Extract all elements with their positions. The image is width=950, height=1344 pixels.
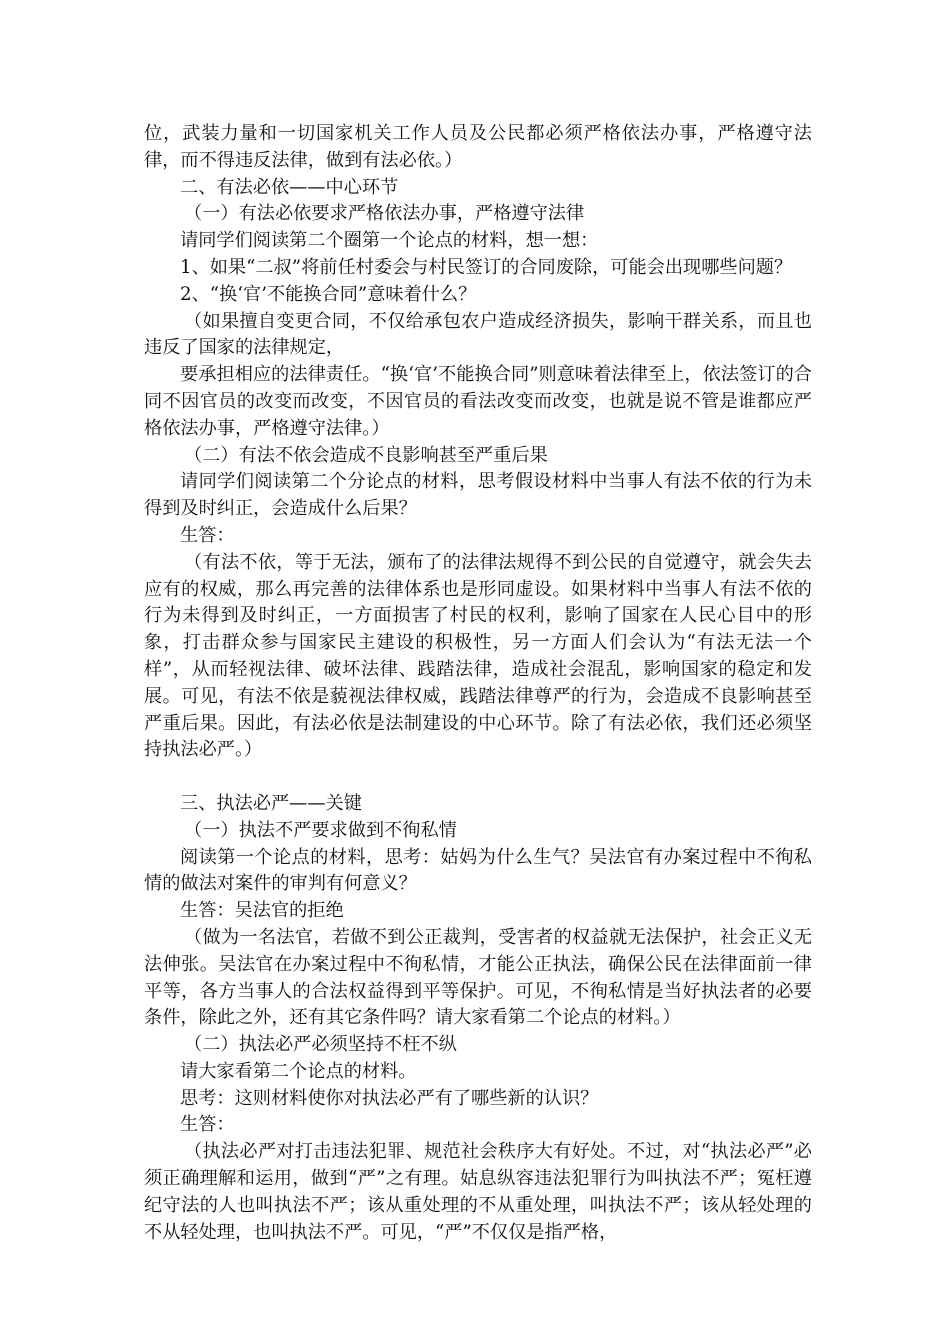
subheading-3-2: （二）执法必严必须坚持不枉不纵	[184, 1034, 457, 1056]
student-answer: 生答：吴法官的拒绝	[180, 900, 344, 922]
paragraph: 请大家看第二个论点的材料。	[180, 1060, 417, 1082]
subheading-2-1: （一）有法必依要求严格依法办事，严格遵守法律	[184, 203, 585, 225]
paragraph: 请同学们阅读第二个分论点的材料，思考假设材料中当事人有法不依的行为未得到及时纠正，会造成什么后果？	[144, 471, 812, 520]
answer-paragraph: 要承担相应的法律责任。“换‘官’不能换合同”则意味着法律至上，依法签订的合同不因官员的改变而改变，不因官员的看法改变而改变，也就是说不管是谁都应严格依法办事，严格遵守法律。）	[144, 364, 812, 439]
question-1: 1、如果“二叔”将前任村委会与村民签订的合同废除，可能会出现哪些问题？	[180, 256, 793, 278]
paragraph: 阅读第一个论点的材料，思考：姑妈为什么生气？吴法官有办案过程中不徇私情的做法对案件的审判有何意义？	[144, 846, 812, 895]
answer-paragraph: （做为一名法官，若做不到公正裁判，受害者的权益就无法保护，社会正义无法伸张。吴法官在办案过程中不徇私情，才能公正执法，确保公民在法律面前一律平等，各方当事人的合法权益得到平等保护。可见，不徇私情是当好执法者的必要条件，除此之外，还有其它条件吗？请大家看第二个论点的材料。）	[144, 926, 812, 1029]
question-2: 2、“换‘官’不能换合同”意味着什么？	[180, 283, 477, 305]
document-body	[144, 121, 812, 1246]
student-answer-label: 生答：	[180, 524, 235, 546]
blank-line	[144, 764, 812, 791]
paragraph: 思考：这则材料使你对执法必严有了哪些新的认识？	[180, 1087, 599, 1109]
answer-paragraph: （有法不依，等于无法，颁布了的法律法规得不到公民的自觉遵守，就会失去应有的权威，那么再完善的法律体系也是形同虚设。如果材料中当事人有法不依的行为未得到及时纠正，一方面损害了村民的权利，影响了国家在人民心目中的形象，打击群众参与国家民主建设的积极性，另一方面人们会认为“有法无法一个样”，从而轻视法律、破坏法律、践踏法律，造成社会混乱，影响国家的稳定和发展。可见，有法不依是藐视法律权威，践踏法律尊严的行为，会造成不良影响甚至严重后果。因此，有法必依是法制建设的中心环节。除了有法必依，我们还必须坚持执法必严。）	[144, 551, 812, 761]
subheading-3-1: （一）执法不严要求做到不徇私情	[184, 819, 457, 841]
section-heading-2: 二、有法必依——中心环节	[180, 176, 399, 198]
paragraph-continuation: 位，武装力量和一切国家机关工作人员及公民都必须严格依法办事，严格遵守法律，而不得违反法律，做到有法必依。）	[144, 123, 812, 171]
student-answer-label: 生答：	[180, 1114, 235, 1136]
answer-paragraph: （执法必严对打击违法犯罪、规范社会秩序大有好处。不过，对“执法必严”必须正确理解和运用，做到“严”之有理。姑息纵容违法犯罪行为叫执法不严；冤枉遵纪守法的人也叫执法不严；该从重处理的不从重处理，叫执法不严；该从轻处理的不从轻处理，也叫执法不严。可见，“严”不仅仅是指严格，	[144, 1141, 812, 1243]
paragraph: 请同学们阅读第二个圈第一个论点的材料，想一想：	[180, 230, 599, 252]
subheading-2-2: （二）有法不依会造成不良影响甚至严重后果	[184, 444, 548, 466]
section-heading-3: 三、执法必严——关键	[180, 792, 362, 814]
answer-paragraph: （如果擅自变更合同，不仅给承包农户造成经济损失，影响干群关系，而且也违反了国家的法律规定，	[144, 310, 812, 359]
